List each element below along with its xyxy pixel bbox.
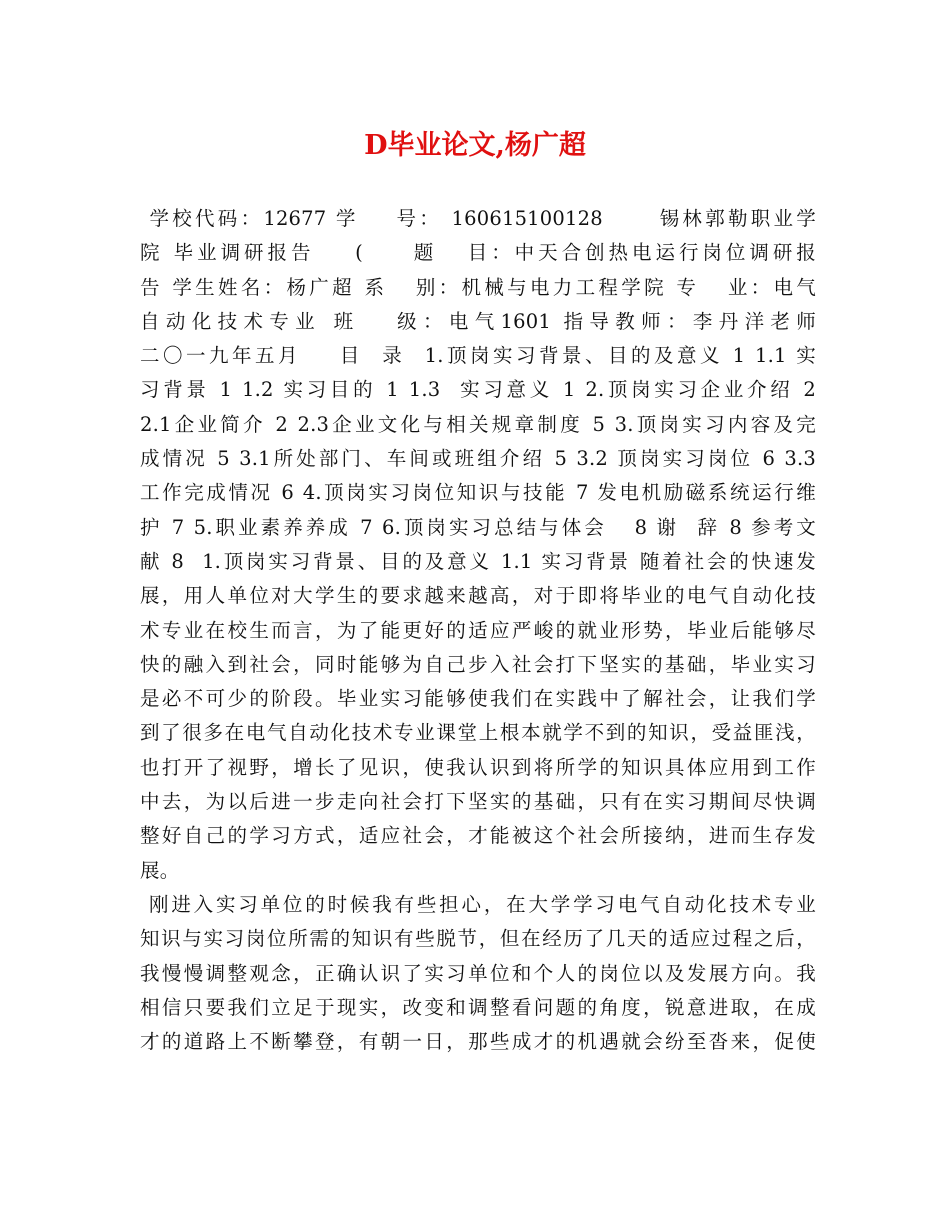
body-line: 学校代码：12677 学 号： 160615100128 锡林郭勒职业学 [140,207,816,230]
body-line: 快的融入到社会，同时能够为自己步入社会打下坚实的基础，毕业实习 [140,652,816,676]
body-line: 是必不可少的阶段。毕业实习能够使我们在实践中了解社会，让我们学 [140,687,816,711]
body-line: 术专业在校生而言，为了能更好的适应严峻的就业形势，毕业后能够尽 [140,618,816,642]
document-body [140,202,816,1059]
body-line: 刚进入实习单位的时候我有些担心，在大学学习电气自动化技术专业 [140,892,816,916]
body-line: 二〇一九年五月 目 录 1.顶岗实习背景、目的及意义 1 1.1 实 [140,344,816,368]
body-line: 相信只要我们立足于现实，改变和调整看问题的角度，锐意进取，在成 [140,995,816,1019]
body-line: 中去，为以后进一步走向社会打下坚实的基础，只有在实习期间尽快调 [140,790,816,814]
body-line: 工作完成情况 6 4.顶岗实习岗位知识与技能 7 发电机励磁系统运行维 [140,481,816,505]
body-line: 成情况 5 3.1所处部门、车间或班组介绍 5 3.2 顶岗实习岗位 6 3.3 [140,447,816,471]
body-line: 才的道路上不断攀登，有朝一日，那些成才的机遇就会纷至沓来，促使 [140,1030,816,1054]
body-line: 献 8 1.顶岗实习背景、目的及意义 1.1 实习背景 随着社会的快速发 [140,549,816,573]
document-title: D毕业论文,杨广超 [364,130,586,161]
body-line: 2.1企业简介 2 2.3企业文化与相关规章制度 5 3.顶岗实习内容及完 [140,412,816,436]
body-line: 院 毕业调研报告 ( 题 目：中天合创热电运行岗位调研报 [140,241,816,265]
body-line: 知识与实习岗位所需的知识有些脱节，但在经历了几天的适应过程之后， [140,927,816,951]
body-line: 护 7 5.职业素养养成 7 6.顶岗实习总结与体会 8 谢 辞 8 参考文 [140,515,816,539]
body-line: 到了很多在电气自动化技术专业课堂上根本就学不到的知识，受益匪浅， [140,721,816,745]
body-line: 展。 [140,858,180,882]
body-line: 整好自己的学习方式，适应社会，才能被这个社会所接纳，进而生存发 [140,824,816,848]
body-line: 展，用人单位对大学生的要求越来越高，对于即将毕业的电气自动化技 [140,584,816,608]
body-line: 告 学生姓名：杨广超 系 别：机械与电力工程学院 专 业：电气 [140,275,816,299]
body-line: 自动化技术专业 班 级：电气1601 指导教师：李丹洋老师 [140,309,816,333]
body-line: 也打开了视野，增长了见识，使我认识到将所学的知识具体应用到工作 [140,755,816,779]
body-line: 我慢慢调整观念，正确认识了实习单位和个人的岗位以及发展方向。我 [140,961,816,985]
body-line: 习背景 1 1.2 实习目的 1 1.3 实习意义 1 2.顶岗实习企业介绍 2 [140,378,816,402]
